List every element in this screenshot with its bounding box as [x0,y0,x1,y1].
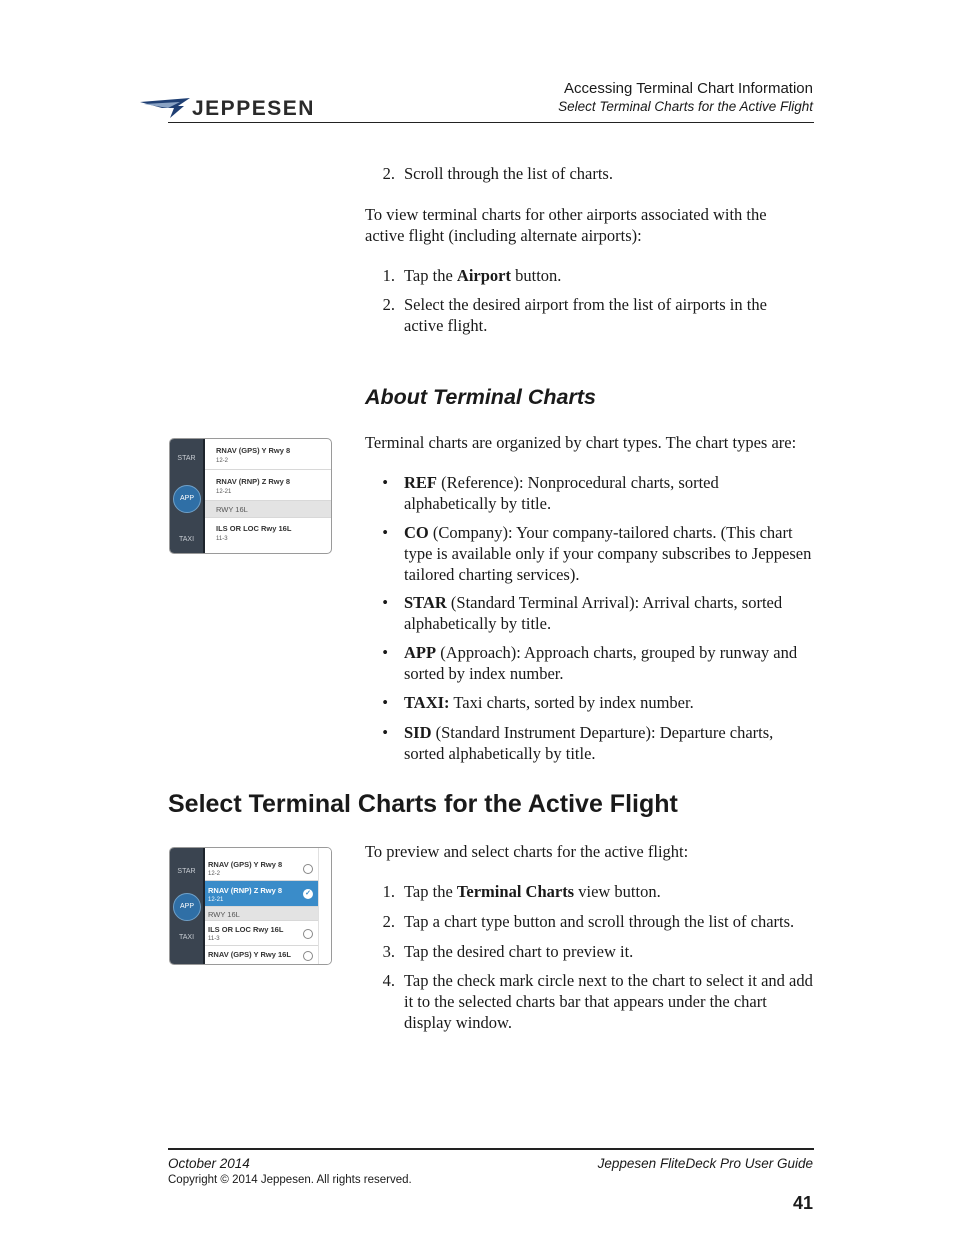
chart-row: RNAV (GPS) Y Rwy 8 12-2 [205,439,331,470]
chart-type-sidebar [170,439,203,553]
list-item [365,970,815,1033]
chart-row: ILS OR LOC Rwy 16L 11-3 [216,524,292,542]
bullet-icon: • [382,523,388,542]
header-title: Accessing Terminal Chart Information [564,80,813,97]
paragraph: To view terminal charts for other airports associated with the active flight (including alternate airports): [365,205,767,245]
app-button: APP [173,485,201,513]
step-number: 1. [382,266,395,285]
logo-wordmark: JEPPESEN [192,97,315,120]
list-item [365,294,815,336]
chart-row-selected: RNAV (RNP) Z Rwy 8 12-21 ✓ [205,881,319,907]
list-item [365,265,815,286]
footer-guide-title: Jeppesen FliteDeck Pro User Guide [597,1156,813,1171]
paragraph: To preview and select charts for the active flight: [365,842,689,861]
check-circle-icon [303,951,313,961]
airport-term: Airport [456,266,511,285]
logo-swoosh-icon [140,96,192,122]
step-text: Tap the Airport button. [404,266,562,285]
paragraph: Terminal charts are organized by chart types. The chart types are: [365,433,797,452]
chart-select-thumbnail [169,847,332,965]
jeppesen-logo [140,96,345,122]
list-item [365,163,815,184]
step-number: 2. [382,912,395,931]
bullet-item: • TAXI: Taxi charts, sorted by index number. [374,692,816,713]
bullet-icon: • [382,643,388,662]
list-item [365,941,815,962]
step-text: Tap the desired chart to preview it. [404,942,634,961]
bullet-icon: • [382,473,388,492]
check-circle-icon [303,864,313,874]
chart-row: ILS OR LOC Rwy 16L 11-3 [205,921,319,946]
side-label-star: STAR [177,455,196,462]
section-heading-select: Select Terminal Charts for the Active Flight [168,790,678,818]
step-number: 2. [382,164,395,183]
bullet-item: • APP (Approach): Approach charts, grouped by runway and sorted by index number. [374,642,816,684]
footer-date: October 2014 [168,1156,250,1171]
bullet-icon: • [382,723,388,742]
header-divider [168,122,814,123]
bullet-item: • SID (Standard Instrument Departure): Departure charts, sorted alphabetically by title. [374,722,816,764]
header-subtitle: Select Terminal Charts for the Active Flight [558,99,813,114]
bullet-icon: • [382,693,388,712]
step-text: Tap the check mark circle next to the chart to select it and add it to the selected charts bar that appears under the chart display window. [404,971,813,1032]
list-item [365,881,815,902]
chart-type-sidebar [170,848,203,964]
list-item [365,911,815,932]
runway-group-header: RWY 16L [205,501,331,518]
step-text: Tap the Terminal Charts view button. [404,882,661,901]
bullet-item: • CO (Company): Your company-tailored charts. (This chart type is available only if your company subscribes to Jeppesen tailored charting services). [374,522,816,585]
step-number: 1. [382,882,395,901]
checkmark-icon: ✓ [303,889,313,899]
bullet-item: • STAR (Standard Terminal Arrival): Arrival charts, sorted alphabetically by title. [374,592,816,634]
side-label-taxi: TAXI [178,536,195,543]
step-text: Scroll through the list of charts. [404,164,613,183]
step-text: Tap a chart type button and scroll through the list of charts. [404,912,795,931]
chart-row: RNAV (GPS) Y Rwy 8 12-2 [205,856,319,881]
side-label-star: STAR [177,868,196,875]
section-heading-about: About Terminal Charts [365,385,596,409]
step-number: 3. [382,942,395,961]
bullet-item: • REF (Reference): Nonprocedural charts, sorted alphabetically by title. [374,472,816,514]
terminal-charts-term: Terminal Charts [456,882,575,901]
chart-row: RNAV (RNP) Z Rwy 8 12-21 [205,470,331,501]
runway-group-header: RWY 16L [205,907,319,921]
side-label-taxi: TAXI [178,934,195,941]
footer-divider [168,1148,814,1150]
footer-copyright: Copyright © 2014 Jeppesen. All rights reserved. [168,1174,412,1186]
step-number: 2. [382,295,395,314]
bullet-icon: • [382,593,388,612]
step-text: Select the desired airport from the list of airports in the active flight. [404,295,767,335]
app-button: APP [173,893,201,921]
page-number: 41 [792,1193,813,1213]
chart-row: RNAV (GPS) Y Rwy 16L [205,946,319,964]
chart-list-thumbnail [169,438,332,554]
chart-preview-edge [318,848,331,964]
step-number: 4. [382,971,395,990]
check-circle-icon [303,929,313,939]
